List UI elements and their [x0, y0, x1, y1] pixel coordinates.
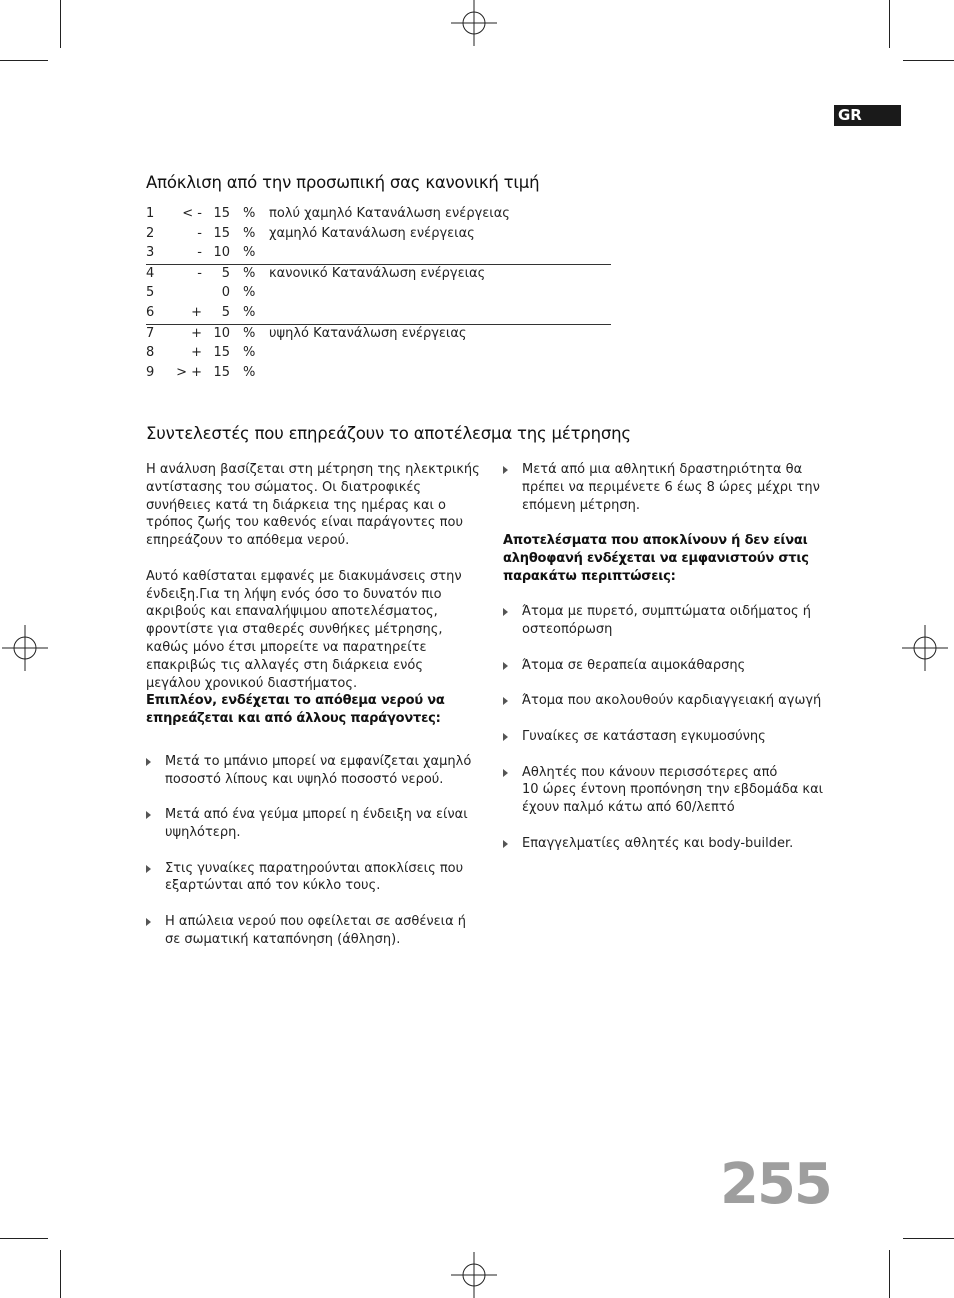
- row-number: 7: [146, 325, 155, 341]
- arrow-bullet-icon: [503, 697, 508, 705]
- body-line: επηρεάζουν το απόθεμα νερού.: [146, 533, 350, 549]
- crop-mark: [889, 1250, 890, 1298]
- row-number: 2: [146, 225, 155, 241]
- row-value: 0: [221, 285, 230, 301]
- list-item: [503, 764, 843, 817]
- bullet-line: Στις γυναίκες παρατηρούνται αποκλίσεις που: [165, 860, 464, 876]
- list-item: [146, 860, 486, 896]
- bold-line: αληθοφανή ενδέχεται να εμφανιστούν στις: [503, 550, 809, 566]
- body-line: τρόπος ζωής του καθενός είναι παράγοντες που: [146, 515, 463, 531]
- list-item: [503, 657, 843, 675]
- bullet-line: επόμενη μέτρηση.: [522, 497, 640, 513]
- row-number: 8: [146, 345, 155, 361]
- row-value: 10: [213, 245, 230, 261]
- row-label: χαμηλό Κατανάλωση ενέργειας: [269, 225, 475, 241]
- row-label: υψηλό Κατανάλωση ενέργειας: [269, 325, 467, 341]
- row-percent: %: [243, 325, 256, 341]
- page-number: 255: [720, 1152, 831, 1217]
- row-sign: -: [197, 245, 202, 261]
- arrow-bullet-icon: [503, 466, 508, 474]
- list-item: [503, 835, 843, 853]
- body-line: ακριβούς και επαναλήψιμου αποτελέσματος,: [146, 604, 438, 620]
- body-line: φροντίστε για σταθερές συνθήκες μέτρησης,: [146, 622, 443, 638]
- bullet-line: Αθλητές που κάνουν περισσότερες από: [522, 764, 778, 780]
- row-percent: %: [243, 206, 256, 221]
- bullet-line: Γυναίκες σε κατάσταση εγκυμοσύνης: [522, 728, 766, 744]
- body-line: ένδειξη.Για τη λήψη ενός όσο το δυνατόν πιο: [146, 586, 442, 602]
- row-percent: %: [243, 304, 256, 320]
- language-badge: GR: [834, 105, 901, 126]
- bold-line: Αποτελέσματα που αποκλίνουν ή δεν είναι: [503, 533, 808, 549]
- bullet-line: υψηλότερη.: [165, 824, 241, 840]
- bold-line: παρακάτω περιπτώσεις:: [503, 568, 676, 584]
- list-item: [503, 461, 843, 514]
- crop-mark: [903, 60, 954, 61]
- arrow-bullet-icon: [146, 758, 151, 766]
- list-item: [146, 753, 486, 789]
- row-value: 15: [213, 206, 230, 221]
- bullet-line: Άτομα σε θεραπεία αιμοκάθαρσης: [522, 657, 746, 673]
- list-item: [146, 806, 486, 842]
- registration-mark-right: [902, 625, 948, 671]
- bullet-line: ποσοστό λίπους και υψηλό ποσοστό νερού.: [165, 771, 444, 787]
- crop-mark: [0, 60, 48, 61]
- row-label: κανονικό Κατανάλωση ενέργειας: [269, 265, 486, 281]
- table-row: [146, 304, 611, 325]
- table-row: [146, 205, 611, 225]
- registration-mark-left: [2, 625, 48, 671]
- row-label: πολύ χαμηλό Κατανάλωση ενέργειας: [269, 206, 510, 221]
- list-item: [146, 913, 486, 949]
- row-percent: %: [243, 265, 256, 281]
- row-percent: %: [243, 345, 256, 361]
- arrow-bullet-icon: [503, 662, 508, 670]
- crop-mark: [60, 0, 61, 48]
- table-row: [146, 244, 611, 265]
- arrow-bullet-icon: [503, 733, 508, 741]
- table-row: [146, 344, 611, 364]
- body-line: Η ανάλυση βασίζεται στη μέτρηση της ηλεκτρικής: [146, 462, 480, 477]
- registration-mark-bottom: [451, 1252, 497, 1298]
- bullet-line: Μετά το μπάνιο μπορεί να εμφανίζεται χαμηλό: [165, 753, 472, 769]
- body-line: Αυτό καθίσταται εμφανές με διακυμάνσεις στην: [146, 568, 462, 584]
- table-row: [146, 325, 611, 345]
- bullet-line: έχουν παλμό κάτω από 60/λεπτό: [522, 800, 735, 816]
- row-percent: %: [243, 364, 256, 380]
- registration-mark-top: [451, 0, 497, 46]
- row-percent: %: [243, 225, 256, 241]
- list-item: [503, 728, 843, 746]
- arrow-bullet-icon: [146, 918, 151, 926]
- crop-mark: [903, 1238, 954, 1239]
- list-item: [503, 603, 843, 639]
- row-number: 5: [146, 285, 155, 301]
- table-row: [146, 284, 611, 304]
- row-percent: %: [243, 285, 256, 301]
- row-number: 9: [146, 364, 155, 380]
- row-sign: +: [191, 345, 202, 361]
- list-item: [503, 692, 843, 710]
- row-number: 4: [146, 265, 155, 281]
- crop-mark: [889, 0, 890, 48]
- bullet-line: πρέπει να περιμένετε 6 έως 8 ώρες μέχρι την: [522, 479, 820, 495]
- row-value: 5: [221, 265, 230, 281]
- arrow-bullet-icon: [503, 608, 508, 616]
- left-column: [146, 461, 486, 949]
- body-line: αντίστασης του σώματος. Οι διατροφικές: [146, 479, 422, 495]
- table-row: [146, 265, 611, 285]
- row-sign: -: [197, 265, 202, 281]
- row-value: 15: [213, 345, 230, 361]
- bold-line: Επιπλέον, ενδέχεται το απόθεμα νερού να: [146, 693, 445, 709]
- row-sign: +: [191, 304, 202, 320]
- crop-mark: [60, 1250, 61, 1298]
- row-value: 15: [213, 225, 230, 241]
- bullet-line: 10 ώρες έντονη προπόνηση την εβδομάδα και: [522, 782, 824, 798]
- bullet-line: Άτομα που ακολουθούν καρδιαγγειακή αγωγή: [522, 693, 822, 709]
- bullet-line: οστεοπόρωση: [522, 622, 613, 638]
- row-number: 6: [146, 304, 155, 320]
- row-value: 5: [221, 304, 230, 320]
- arrow-bullet-icon: [503, 769, 508, 777]
- row-sign: +: [191, 325, 202, 341]
- deviation-table: [146, 205, 611, 383]
- bullet-line: Μετά από μια αθλητική δραστηριότητα θα: [522, 462, 803, 477]
- arrow-bullet-icon: [146, 865, 151, 873]
- bold-line: επηρεάζεται και από άλλους παράγοντες:: [146, 711, 441, 727]
- row-number: 3: [146, 245, 155, 261]
- row-sign: < -: [182, 206, 202, 221]
- row-sign: -: [197, 225, 202, 241]
- bullet-line: Η απώλεια νερού που οφείλεται σε ασθένεια ή: [165, 913, 467, 929]
- body-line: μεγάλου χρονικού διαστήματος.: [146, 675, 358, 691]
- body-line: συνήθειες κατά τη διάρκεια της ημέρας και ο: [146, 497, 447, 513]
- row-value: 10: [213, 325, 230, 341]
- row-sign: > +: [176, 364, 202, 380]
- row-number: 1: [146, 206, 155, 221]
- bullet-line: σε σωματική καταπόνηση (άθληση).: [165, 931, 401, 947]
- table-row: [146, 225, 611, 245]
- crop-mark: [0, 1238, 48, 1239]
- bullet-line: Μετά από ένα γεύμα μπορεί η ένδειξη να είναι: [165, 807, 468, 823]
- row-value: 15: [213, 364, 230, 380]
- section-title-deviation: Απόκλιση από την προσωπική σας κανονική τιμή: [146, 173, 540, 192]
- row-percent: %: [243, 245, 256, 261]
- right-column: [503, 461, 843, 853]
- arrow-bullet-icon: [146, 811, 151, 819]
- bullet-line: Επαγγελματίες αθλητές και body-builder.: [522, 835, 794, 851]
- table-row: [146, 364, 611, 384]
- section-title-factors: Συντελεστές που επηρεάζουν το αποτέλεσμα της μέτρησης: [146, 424, 631, 443]
- arrow-bullet-icon: [503, 840, 508, 848]
- body-line: επακριβώς τις αλλαγές στη διάρκεια ενός: [146, 657, 423, 673]
- bullet-line: Άτομα με πυρετό, συμπτώματα οιδήματος ή: [522, 604, 811, 620]
- body-line: καθώς μόνο έτσι μπορείτε να παρατηρείτε: [146, 639, 427, 655]
- bullet-line: εξαρτώνται από τον κύκλο τους.: [165, 878, 381, 894]
